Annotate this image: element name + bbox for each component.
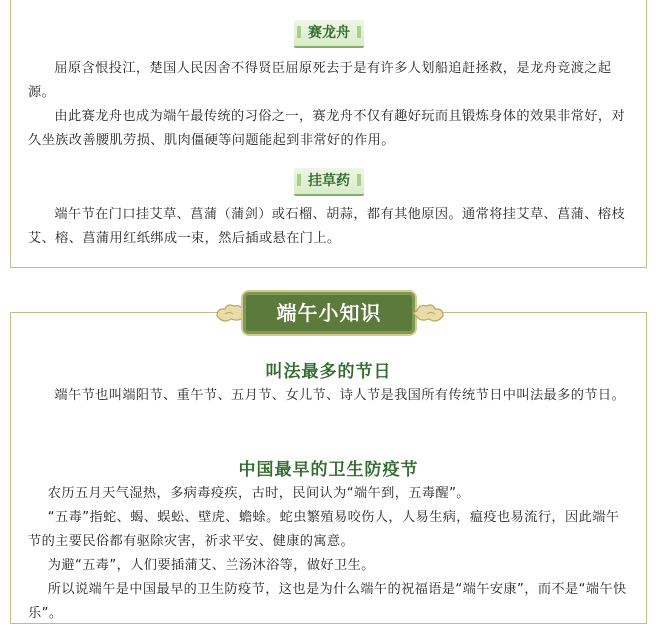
- most-names-paragraph: 端午节也叫端阳节、重午节、五月节、女儿节、诗人节是我国所有传统节日中叫法最多的节日。: [54, 388, 626, 403]
- epidemic-paragraph-1: 农历五月天气湿热，多病毒疫疾，古时，民间认为“端午到，五毒醒”。: [47, 486, 470, 501]
- dragon-boat-paragraph-1: 屈原含恨投江，楚国人民因舍不得贤臣屈原死去于是有许多人划船追赶拯救，是龙舟竞渡之起源。: [28, 61, 612, 100]
- banner-title: 端午小知识: [276, 301, 382, 325]
- tag-dragon-boat-label: 赛龙舟: [308, 25, 350, 41]
- tag-dragon-boat: [294, 20, 364, 48]
- knowledge-banner: [215, 292, 445, 336]
- heading-epidemic-festival: 中国最早的卫生防疫节: [238, 460, 419, 480]
- epidemic-paragraph-4: 所以说端午是中国最早的卫生防疫节，这也是为什么端午的祝福语是“端午安康”，而不是“端午快乐”。: [28, 582, 627, 621]
- herbs-paragraph: 端午节在门口挂艾草、菖蒲（蒲剑）或石榴、胡蒜，都有其他原因。通常将挂艾草、菖蒲、榕枝艾、榕、菖蒲用红纸绑成一束，然后插或悬在门上。: [28, 207, 626, 246]
- dragon-boat-paragraph-2: 由此赛龙舟也成为端午最传统的习俗之一，赛龙舟不仅有趣好玩而且锻炼身体的效果非常好，对久坐族改善腰肌劳损、肌肉僵硬等问题能起到非常好的作用。: [28, 109, 626, 148]
- epidemic-paragraph-3: 为避“五毒”，人们要插蒲艾、兰汤沐浴等，做好卫生。: [47, 558, 375, 573]
- tag-herbs-label: 挂草药: [308, 173, 350, 189]
- tag-herbs: [294, 168, 364, 196]
- cloud-right-icon: [413, 302, 445, 324]
- epidemic-paragraph-2: “五毒”指蛇、蝎、蜈蚣、壁虎、蟾蜍。蛇虫繁殖易咬伤人，人易生病，瘟疫也易流行，因此端午节的主要民俗都有驱除灾害，祈求平安、健康的寓意。: [28, 510, 620, 549]
- heading-most-names: 叫法最多的节日: [265, 362, 392, 382]
